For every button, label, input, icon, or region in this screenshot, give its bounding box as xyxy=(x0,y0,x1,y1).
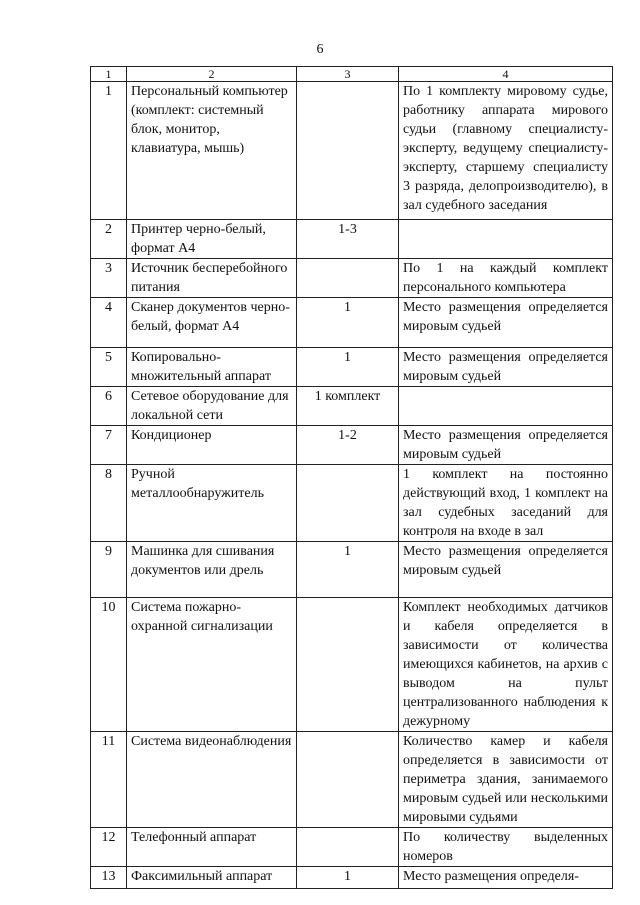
table-row xyxy=(91,465,613,542)
row-number: 3 xyxy=(91,259,127,298)
row-number: 9 xyxy=(91,542,127,598)
row-number: 7 xyxy=(91,426,127,465)
equipment-quantity: 1 xyxy=(297,348,399,387)
equipment-note: Место размещения определяется мировым судьей xyxy=(399,348,613,387)
row-number: 10 xyxy=(91,598,127,732)
equipment-name: Принтер черно-белый, формат А4 xyxy=(127,220,297,259)
equipment-name: Система пожарно-охранной сигнализации xyxy=(127,598,297,732)
equipment-quantity xyxy=(297,828,399,867)
table-row xyxy=(91,426,613,465)
equipment-quantity: 1 xyxy=(297,867,399,889)
table-row xyxy=(91,598,613,732)
row-number: 2 xyxy=(91,220,127,259)
equipment-note: По 1 на каждый комплект персонального компьютера xyxy=(399,259,613,298)
equipment-quantity: 1 xyxy=(297,542,399,598)
table-row xyxy=(91,732,613,828)
row-number: 1 xyxy=(91,82,127,220)
equipment-note: По количеству выделенных номеров xyxy=(399,828,613,867)
equipment-table xyxy=(90,66,613,889)
equipment-quantity xyxy=(297,732,399,828)
equipment-note: Место размещения определяется мировым судьей xyxy=(399,542,613,598)
table-row xyxy=(91,220,613,259)
table-row xyxy=(91,387,613,426)
equipment-name: Ручной металлообнаружитель xyxy=(127,465,297,542)
table-row xyxy=(91,348,613,387)
row-number: 12 xyxy=(91,828,127,867)
row-number: 13 xyxy=(91,867,127,889)
column-header: 1 xyxy=(91,67,127,82)
column-header: 4 xyxy=(399,67,613,82)
equipment-name: Копировально-множительный аппарат xyxy=(127,348,297,387)
equipment-note: Комплект необходимых датчиков и кабеля определяется в зависимости от количества имеющихся кабинетов, на архив с выводом на пульт централизованного наблюдения к дежурному xyxy=(399,598,613,732)
equipment-name: Источник бесперебойного питания xyxy=(127,259,297,298)
equipment-note: По 1 комплекту мировому судье, работнику аппарата мирового судьи (главному специалисту-эксперту, ведущему специалисту-эксперту, старшему специалисту 3 разряда, делопроизводителю), в зал судебного заседания xyxy=(399,82,613,220)
equipment-name: Телефонный аппарат xyxy=(127,828,297,867)
equipment-name: Кондиционер xyxy=(127,426,297,465)
table-row xyxy=(91,542,613,598)
equipment-note: Место размещения определяется мировым судьей xyxy=(399,298,613,348)
table-row xyxy=(91,82,613,220)
equipment-note xyxy=(399,220,613,259)
page-number: 6 xyxy=(316,42,324,57)
table-row xyxy=(91,298,613,348)
equipment-note: Количество камер и кабеля определяется в зависимости от периметра здания, занимаемого мировым судьей или несколькими мировыми судьями xyxy=(399,732,613,828)
equipment-name: Факсимильный аппарат xyxy=(127,867,297,889)
table-row xyxy=(91,828,613,867)
table-header-row xyxy=(91,67,613,82)
equipment-quantity xyxy=(297,465,399,542)
column-header: 2 xyxy=(127,67,297,82)
equipment-name: Персональный компьютер (комплект: системный блок, монитор, клавиатура, мышь) xyxy=(127,82,297,220)
equipment-name: Сетевое оборудование для локальной сети xyxy=(127,387,297,426)
row-number: 4 xyxy=(91,298,127,348)
equipment-quantity xyxy=(297,259,399,298)
row-number: 6 xyxy=(91,387,127,426)
equipment-quantity xyxy=(297,82,399,220)
equipment-note: Место размещения определяется мировым судьей xyxy=(399,426,613,465)
column-header: 3 xyxy=(297,67,399,82)
row-number: 11 xyxy=(91,732,127,828)
row-number: 5 xyxy=(91,348,127,387)
equipment-quantity: 1-3 xyxy=(297,220,399,259)
equipment-quantity xyxy=(297,598,399,732)
equipment-name: Сканер документов черно-белый, формат А4 xyxy=(127,298,297,348)
equipment-note xyxy=(399,387,613,426)
equipment-quantity: 1-2 xyxy=(297,426,399,465)
equipment-quantity: 1 xyxy=(297,298,399,348)
equipment-note: Место размещения определя- xyxy=(399,867,613,889)
table-row xyxy=(91,259,613,298)
row-number: 8 xyxy=(91,465,127,542)
table-row xyxy=(91,867,613,889)
equipment-quantity: 1 комплект xyxy=(297,387,399,426)
equipment-name: Система видеонаблюдения xyxy=(127,732,297,828)
equipment-note: 1 комплект на постоянно действующий вход, 1 комплект на зал судебных заседаний для контроля на входе в зал xyxy=(399,465,613,542)
equipment-name: Машинка для сшивания документов или дрель xyxy=(127,542,297,598)
